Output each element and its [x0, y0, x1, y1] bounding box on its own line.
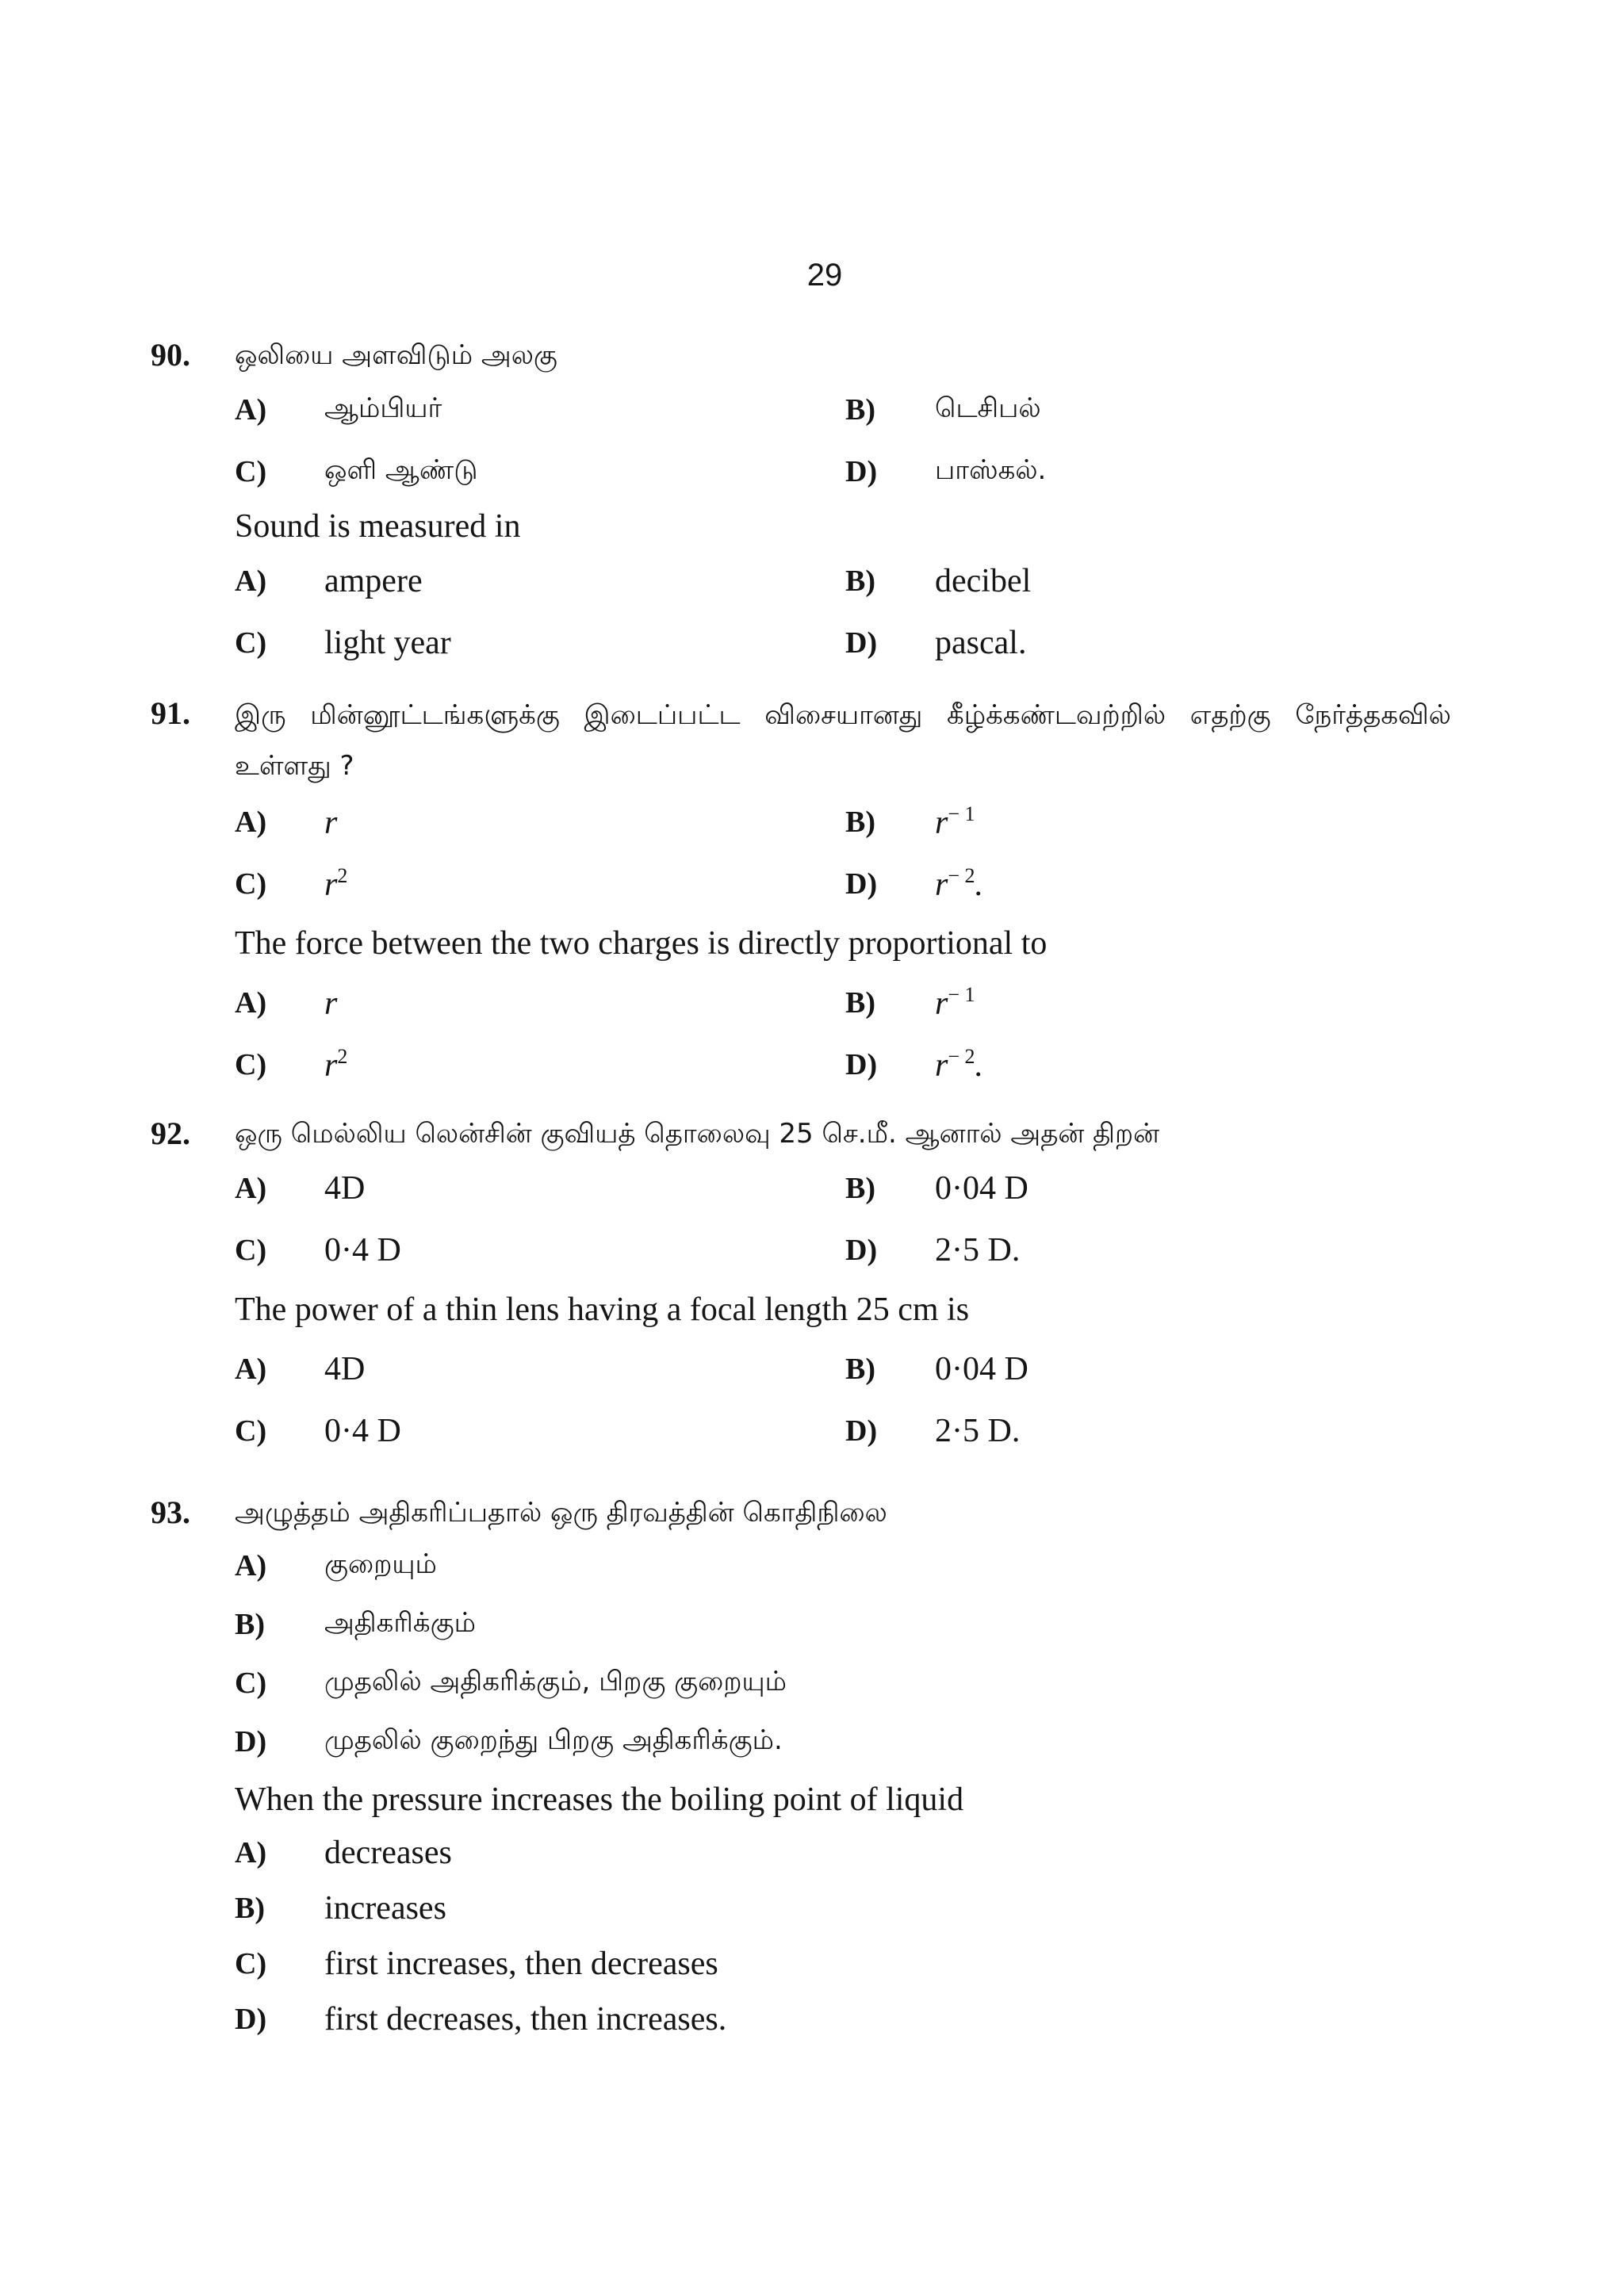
option-label: D) — [845, 867, 878, 901]
option-label: C) — [235, 1234, 267, 1267]
option-c — [235, 441, 845, 503]
option-c — [235, 1219, 845, 1281]
option-d — [845, 1034, 1321, 1096]
question-number: 91. — [151, 695, 190, 731]
option-label: D) — [845, 1234, 878, 1267]
option-math: $r^{- 2}$. — [935, 1045, 984, 1084]
option-label: C) — [235, 1414, 267, 1448]
option-text: முதலில் அதிகரிக்கும், பிறகு குறையும் — [324, 1666, 787, 1697]
option-text: 4D — [324, 1170, 366, 1207]
option-label: D) — [845, 455, 878, 488]
options-tamil — [235, 791, 1451, 915]
option-text: first decreases, then increases. — [324, 2001, 727, 2038]
option-label: C) — [235, 455, 267, 488]
option-b — [845, 972, 1321, 1034]
option-a — [235, 1536, 1321, 1595]
option-label: D) — [845, 1048, 878, 1081]
option-math: $r^2$ — [324, 864, 348, 903]
option-b — [845, 1158, 1321, 1219]
option-label: B) — [235, 1608, 265, 1641]
option-text: குறையும் — [324, 1548, 437, 1580]
option-c — [235, 612, 845, 674]
option-text: pascal. — [935, 625, 1027, 661]
option-label: C) — [235, 1667, 267, 1700]
option-a — [235, 550, 845, 612]
option-label: B) — [845, 1353, 875, 1386]
option-b — [845, 550, 1321, 612]
question-number: 93. — [151, 1494, 190, 1530]
option-text: ஆம்பியர் — [324, 392, 442, 424]
option-label: A) — [235, 806, 267, 839]
option-text: பாஸ்கல். — [935, 454, 1047, 486]
option-label: B) — [845, 806, 875, 839]
option-label: A) — [235, 1353, 267, 1386]
option-math: $r^{- 1}$ — [935, 983, 975, 1022]
options-tamil — [235, 1536, 1451, 1771]
question-93 — [151, 1489, 1451, 2047]
option-label: B) — [845, 564, 875, 598]
option-text: 0·4 D — [324, 1413, 401, 1449]
option-label: A) — [235, 1836, 267, 1869]
question-stem-tamil: ஒலியை அளவிடும் அலகு — [235, 339, 557, 371]
question-stem-english: When the pressure increases the boiling point of liquid — [235, 1781, 964, 1818]
option-text: 2·5 D. — [935, 1232, 1021, 1269]
option-label: C) — [235, 867, 267, 901]
option-label: C) — [235, 1048, 267, 1081]
option-math: $r^{- 2}$. — [935, 864, 984, 903]
option-text: டெசிபல் — [935, 392, 1041, 424]
option-a — [235, 1338, 845, 1400]
option-d — [845, 1400, 1321, 1462]
question-number: 90. — [151, 337, 190, 373]
option-d — [845, 853, 1321, 915]
option-text: 0·04 D — [935, 1351, 1028, 1387]
option-label: C) — [235, 1947, 267, 1980]
option-c — [235, 1654, 1321, 1712]
option-math: $r^2$ — [324, 1045, 348, 1084]
option-b — [235, 1881, 1321, 1936]
question-92 — [151, 1110, 1451, 1462]
option-c — [235, 853, 845, 915]
question-stem-english: The force between the two charges is directly proportional to — [235, 925, 1048, 962]
option-b — [845, 379, 1321, 441]
option-text: 2·5 D. — [935, 1413, 1021, 1449]
option-text: first increases, then decreases — [324, 1946, 718, 1982]
option-b — [845, 791, 1321, 853]
option-math: r — [324, 985, 338, 1022]
option-math: r — [324, 805, 338, 841]
options-english — [235, 550, 1451, 674]
option-label: D) — [845, 1414, 878, 1448]
option-label: B) — [845, 986, 875, 1020]
option-text: increases — [324, 1890, 446, 1927]
option-label: A) — [235, 564, 267, 598]
option-d — [235, 1712, 1321, 1771]
option-label: A) — [235, 986, 267, 1020]
option-d — [845, 441, 1321, 503]
option-a — [235, 791, 845, 853]
option-math: $r^{- 1}$ — [935, 802, 975, 841]
option-a — [235, 1158, 845, 1219]
option-label: A) — [235, 1549, 267, 1582]
option-text: light year — [324, 625, 451, 661]
options-english — [235, 1825, 1451, 2047]
option-text: 4D — [324, 1351, 366, 1387]
option-label: A) — [235, 393, 267, 427]
option-text: அதிகரிக்கும் — [324, 1607, 476, 1639]
option-label: D) — [845, 626, 878, 660]
option-a — [235, 972, 845, 1034]
option-c — [235, 1400, 845, 1462]
question-stem-tamil: ஒரு மெல்லிய லென்சின் குவியத் தொலைவு 25 செ.மீ. ஆனால் அதன் திறன் — [235, 1118, 1160, 1150]
option-text: decreases — [324, 1835, 452, 1871]
option-d — [845, 612, 1321, 674]
page-number: 29 — [806, 258, 843, 293]
option-text: ஒளி ஆண்டு — [324, 454, 478, 486]
question-91 — [151, 690, 1451, 1096]
options-english — [235, 972, 1451, 1096]
options-tamil — [235, 1158, 1451, 1281]
options-tamil — [235, 379, 1451, 503]
option-label: D) — [235, 2003, 267, 2036]
option-c — [235, 1034, 845, 1096]
question-stem-tamil: அழுத்தம் அதிகரிப்பதால் ஒரு திரவத்தின் கொதிநிலை — [235, 1497, 887, 1529]
option-label: D) — [235, 1725, 267, 1758]
option-b — [235, 1595, 1321, 1654]
option-label: B) — [845, 393, 875, 427]
options-english — [235, 1338, 1451, 1462]
option-text: முதலில் குறைந்து பிறகு அதிகரிக்கும். — [324, 1724, 783, 1756]
option-label: B) — [235, 1892, 265, 1925]
option-c — [235, 1936, 1321, 1992]
option-text: decibel — [935, 563, 1032, 599]
option-a — [235, 379, 845, 441]
option-d — [235, 1992, 1321, 2047]
option-label: C) — [235, 626, 267, 660]
question-number: 92. — [151, 1115, 190, 1151]
question-90 — [151, 331, 1451, 674]
question-stem-english: The power of a thin lens having a focal length 25 cm is — [235, 1292, 970, 1328]
option-label: B) — [845, 1172, 875, 1205]
option-label: A) — [235, 1172, 267, 1205]
option-d — [845, 1219, 1321, 1281]
option-text: ampere — [324, 563, 423, 599]
option-text: 0·04 D — [935, 1170, 1028, 1207]
option-text: 0·4 D — [324, 1232, 401, 1269]
option-b — [845, 1338, 1321, 1400]
option-a — [235, 1825, 1321, 1881]
question-stem-tamil: இரு மின்னூட்டங்களுக்கு இடைப்பட்ட விசையானது கீழ்க்கண்டவற்றில் எதற்கு நேர்த்தகவில் உள்ளது ? — [235, 699, 1451, 782]
question-stem-english: Sound is measured in — [235, 508, 521, 545]
